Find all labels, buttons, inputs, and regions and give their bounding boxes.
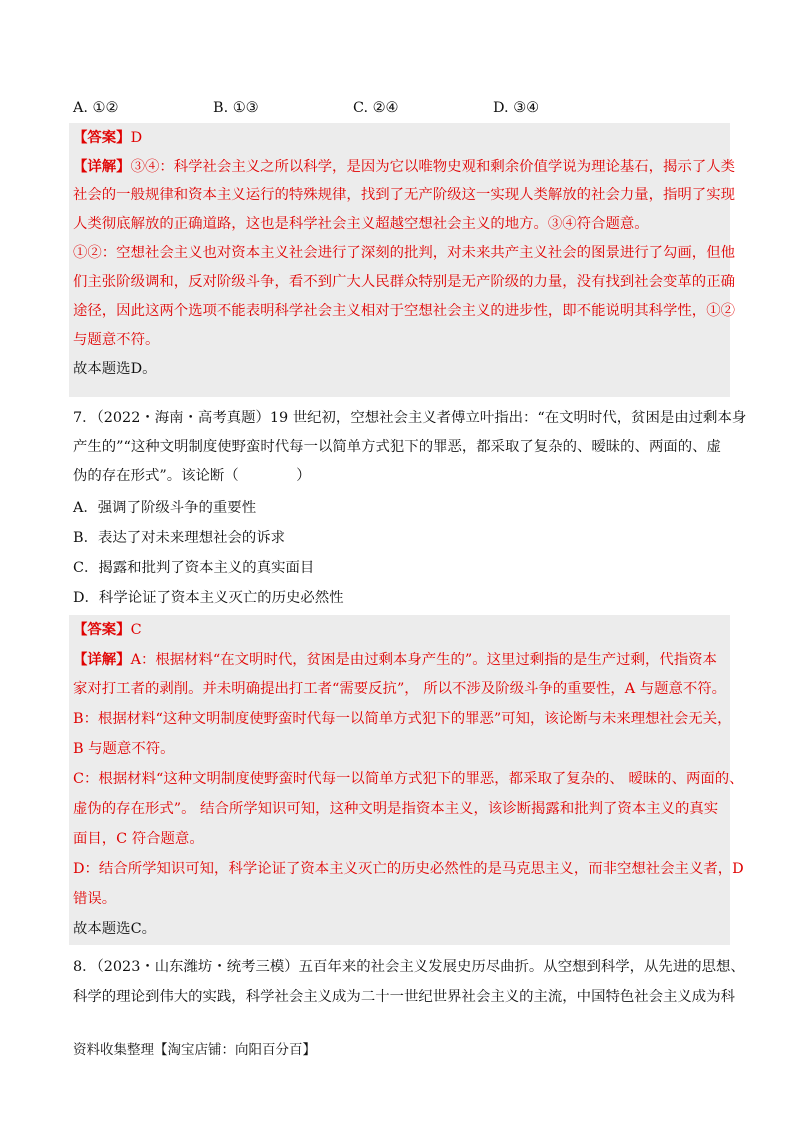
- q7-detail-line-5: C：根据材料“这种文明制度使野蛮时代每一以简单方式犯下的罪恶，都采取了复杂的、 暧昧的、两面的、: [73, 771, 744, 787]
- q8-stem-line-2: 科学的理论到伟大的实践，科学社会主义成为二十一世纪世界社会主义的主流，中国特色社会主义成为科: [73, 989, 735, 1005]
- q7-detail-line-4: B 与题意不符。: [73, 741, 175, 757]
- q7-option-a: A．强调了阶级斗争的重要性: [73, 500, 257, 516]
- q6-detail-line-2: 社会的一般规律和资本主义运行的特殊规律，找到了无产阶级这一实现人类解放的社会力量，指明了实现: [73, 187, 735, 203]
- q8-stem-line-1: 8．（2023・山东潍坊・统考三模）五百年来的社会主义发展史历尽曲折。从空想到科学，从先进的思想、: [73, 959, 745, 975]
- q6-options: [73, 94, 728, 123]
- q7-conclusion: 故本题选C。: [73, 921, 156, 937]
- q6-detail-line-7: 与题意不符。: [73, 332, 160, 348]
- q6-detail-line-6: 途径，因此这两个选项不能表明科学社会主义相对于空想社会主义的进步性，即不能说明其科学性，①②: [73, 303, 735, 319]
- q7-stem-line-2: 产生的”“这种文明制度使野蛮时代每一以简单方式犯下的罪恶，都采取了复杂的、暧昧的、两面的、虚: [73, 439, 721, 455]
- q6-detail-line-1: 【详解】③④：科学社会主义之所以科学，是因为它以唯物史观和剩余价值学说为理论基石，揭示了人类: [73, 158, 735, 175]
- q6-option-d: D. ③④: [493, 100, 539, 116]
- q7-answer: 【答案】C: [73, 621, 142, 638]
- q7-detail-line-1: 【详解】A：根据材料“在文明时代，贫困是由过剩本身产生的”。这里过剩指的是生产过剩，代指资本: [73, 651, 717, 668]
- q7-detail-line-8: D：结合所学知识可知，科学论证了资本主义灭亡的历史必然性的是马克思主义，而非空想社会主义者，D: [73, 861, 744, 877]
- q7-option-b: B．表达了对未来理想社会的诉求: [73, 530, 286, 546]
- q6-option-c: C. ②④: [353, 100, 399, 116]
- q7-detail-line-7: 面目，C 符合题意。: [73, 831, 204, 847]
- q6-conclusion: 故本题选D。: [73, 361, 157, 377]
- q7-stem-line-3: 伪的存在形式”。该论断（ ）: [73, 468, 311, 484]
- q6-detail-line-4: ①②：空想社会主义也对资本主义社会进行了深刻的批判，对未来共产主义社会的图景进行了勾画，但他: [73, 245, 735, 261]
- q7-option-d: D．科学论证了资本主义灭亡的历史必然性: [73, 590, 344, 606]
- q7-option-c: C．揭露和批判了资本主义的真实面目: [73, 560, 315, 576]
- q7-detail-line-9: 错误。: [73, 891, 117, 907]
- q6-detail-line-3: 人类彻底解放的正确道路，这也是科学社会主义超越空想社会主义的地方。③④符合题意。: [73, 216, 649, 232]
- q7-stem-line-1: 7．（2022・海南・高考真题）19 世纪初，空想社会主义者傅立叶指出：“在文明时代，贫困是由过剩本身: [73, 410, 747, 426]
- q6-answer: 【答案】D: [73, 129, 143, 146]
- q6-detail-line-5: 们主张阶级调和，反对阶级斗争，看不到广大人民群众特别是无产阶级的力量，没有找到社会变革的正确: [73, 274, 735, 290]
- q7-detail-line-2: 家对打工者的剥削。并未明确提出打工者“需要反抗”， 所以不涉及阶级斗争的重要性，A 与题意不符。: [73, 681, 727, 697]
- q7-detail-line-3: B：根据材料“这种文明制度使野蛮时代每一以简单方式犯下的罪恶”可知，该论断与未来理想社会无关，: [73, 711, 732, 727]
- q6-option-a: A. ①②: [73, 100, 119, 116]
- q6-option-b: B. ①③: [213, 100, 259, 116]
- page-footer: 资料收集整理【淘宝店铺：向阳百分百】: [73, 1042, 316, 1058]
- q7-detail-line-6: 虚伪的存在形式”。 结合所学知识可知，这种文明是指资本主义，该诊断揭露和批判了资本主义的真实: [73, 801, 719, 817]
